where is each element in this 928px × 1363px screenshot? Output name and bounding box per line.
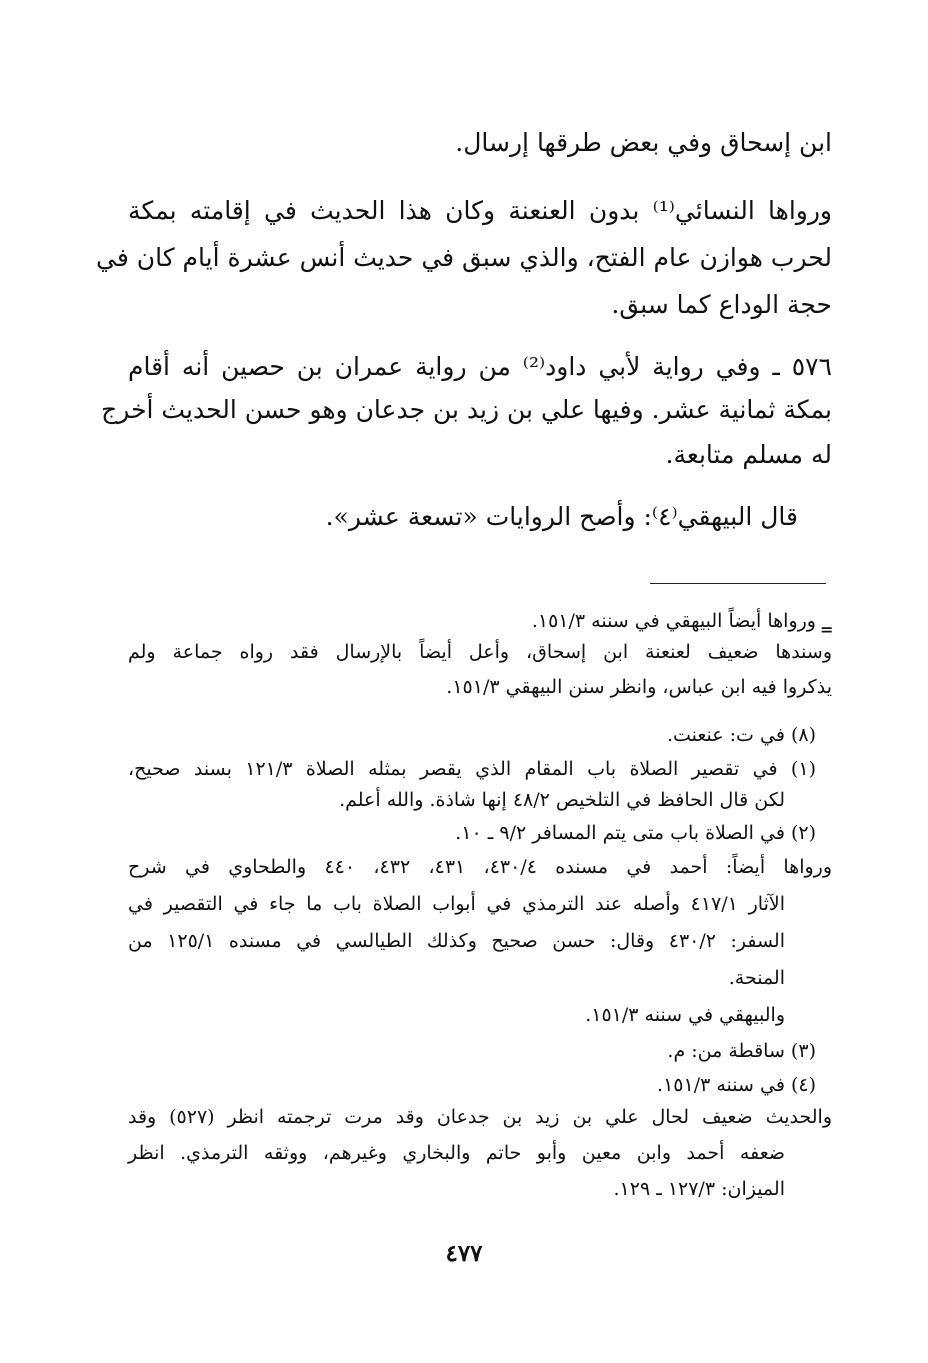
main-text-line: قال البيهقي⁽٤⁾: وأصح الروايات «تسعة عشر».	[325, 502, 798, 531]
footnote-line: المنحة.	[728, 967, 785, 989]
footnote-line: (٨) في ت: عنعنت.	[666, 724, 816, 746]
footnote-line: لكن قال الحافظ في التلخيص ٤٨/٢ إنها شاذة. والله أعلم.	[339, 789, 785, 811]
main-text-line: بمكة ثمانية عشر. وفيها علي بن زيد بن جدعان وهو حسن الحديث أخرج	[101, 395, 832, 424]
footnote-line: يذكروا فيه ابن عباس، وانظر سنن البيهقي ١٥١/٣.	[446, 676, 832, 698]
footnote-line: الآثار ٤١٧/١ وأصله عند الترمذي في أبواب الصلاة باب ما جاء في التقصير في	[128, 893, 785, 915]
continuation-marker: =	[820, 620, 834, 639]
footnote-line: ضعفه أحمد وابن معين وأبو حاتم والبخاري وغيرهم، ووثقه الترمذي. انظر	[128, 1142, 785, 1164]
footnote-line: (٤) في سننه ١٥١/٣.	[657, 1074, 816, 1096]
main-text-line: لحرب هوازن عام الفتح، والذي سبق في حديث أنس عشرة أيام كان في	[96, 243, 832, 272]
footnote-separator	[650, 583, 826, 584]
main-text-line: حجة الوداع كما سبق.	[611, 290, 832, 319]
footnote-line: وسندها ضعيف لعنعنة ابن إسحاق، وأعل أيضاً بالإرسال فقد رواه جماعة ولم	[128, 641, 832, 663]
footnote-line: والحديث ضعيف لحال علي بن زيد بن جدعان وقد مرت ترجمته انظر (٥٢٧) وقد	[128, 1106, 832, 1128]
footnote-line: ورواها أيضاً البيهقي في سننه ١٥١/٣.	[531, 610, 816, 632]
main-text-line: ورواها النسائي⁽¹⁾ بدون العنعنة وكان هذا الحديث في إقامته بمكة	[128, 196, 832, 225]
footnote-line: (١) في تقصير الصلاة باب المقام الذي يقصر بمثله الصلاة ١٢١/٣ بسند صحيح،	[128, 758, 816, 780]
footnote-line: السفر: ٤٣٠/٢ وقال: حسن صحيح وكذلك الطيالسي في مسنده ١٢٥/١ من	[128, 930, 785, 952]
footnote-line: ورواها أيضاً: أحمد في مسنده ٤٣٠/٤، ٤٣١، ٤٣٢، ٤٤٠ والطحاوي في شرح	[128, 856, 833, 878]
main-text-line: له مسلم متابعة.	[665, 440, 832, 469]
footnote-line: (٢) في الصلاة باب متى يتم المسافر ٩/٢ ـ ١٠.	[455, 822, 816, 844]
main-text-line: ابن إسحاق وفي بعض طرقها إرسال.	[455, 128, 832, 157]
page-number: ٤٧٧	[445, 1240, 483, 1267]
footnote-line: الميزان: ١٢٧/٣ ـ ١٢٩.	[613, 1178, 785, 1200]
footnote-line: (٣) ساقطة من: م.	[667, 1040, 816, 1062]
footnote-line: والبيهقي في سننه ١٥١/٣.	[585, 1004, 785, 1026]
main-text-line: ٥٧٦ ـ وفي رواية لأبي داود⁽²⁾ من رواية عمران بن حصين أنه أقام	[128, 352, 832, 381]
